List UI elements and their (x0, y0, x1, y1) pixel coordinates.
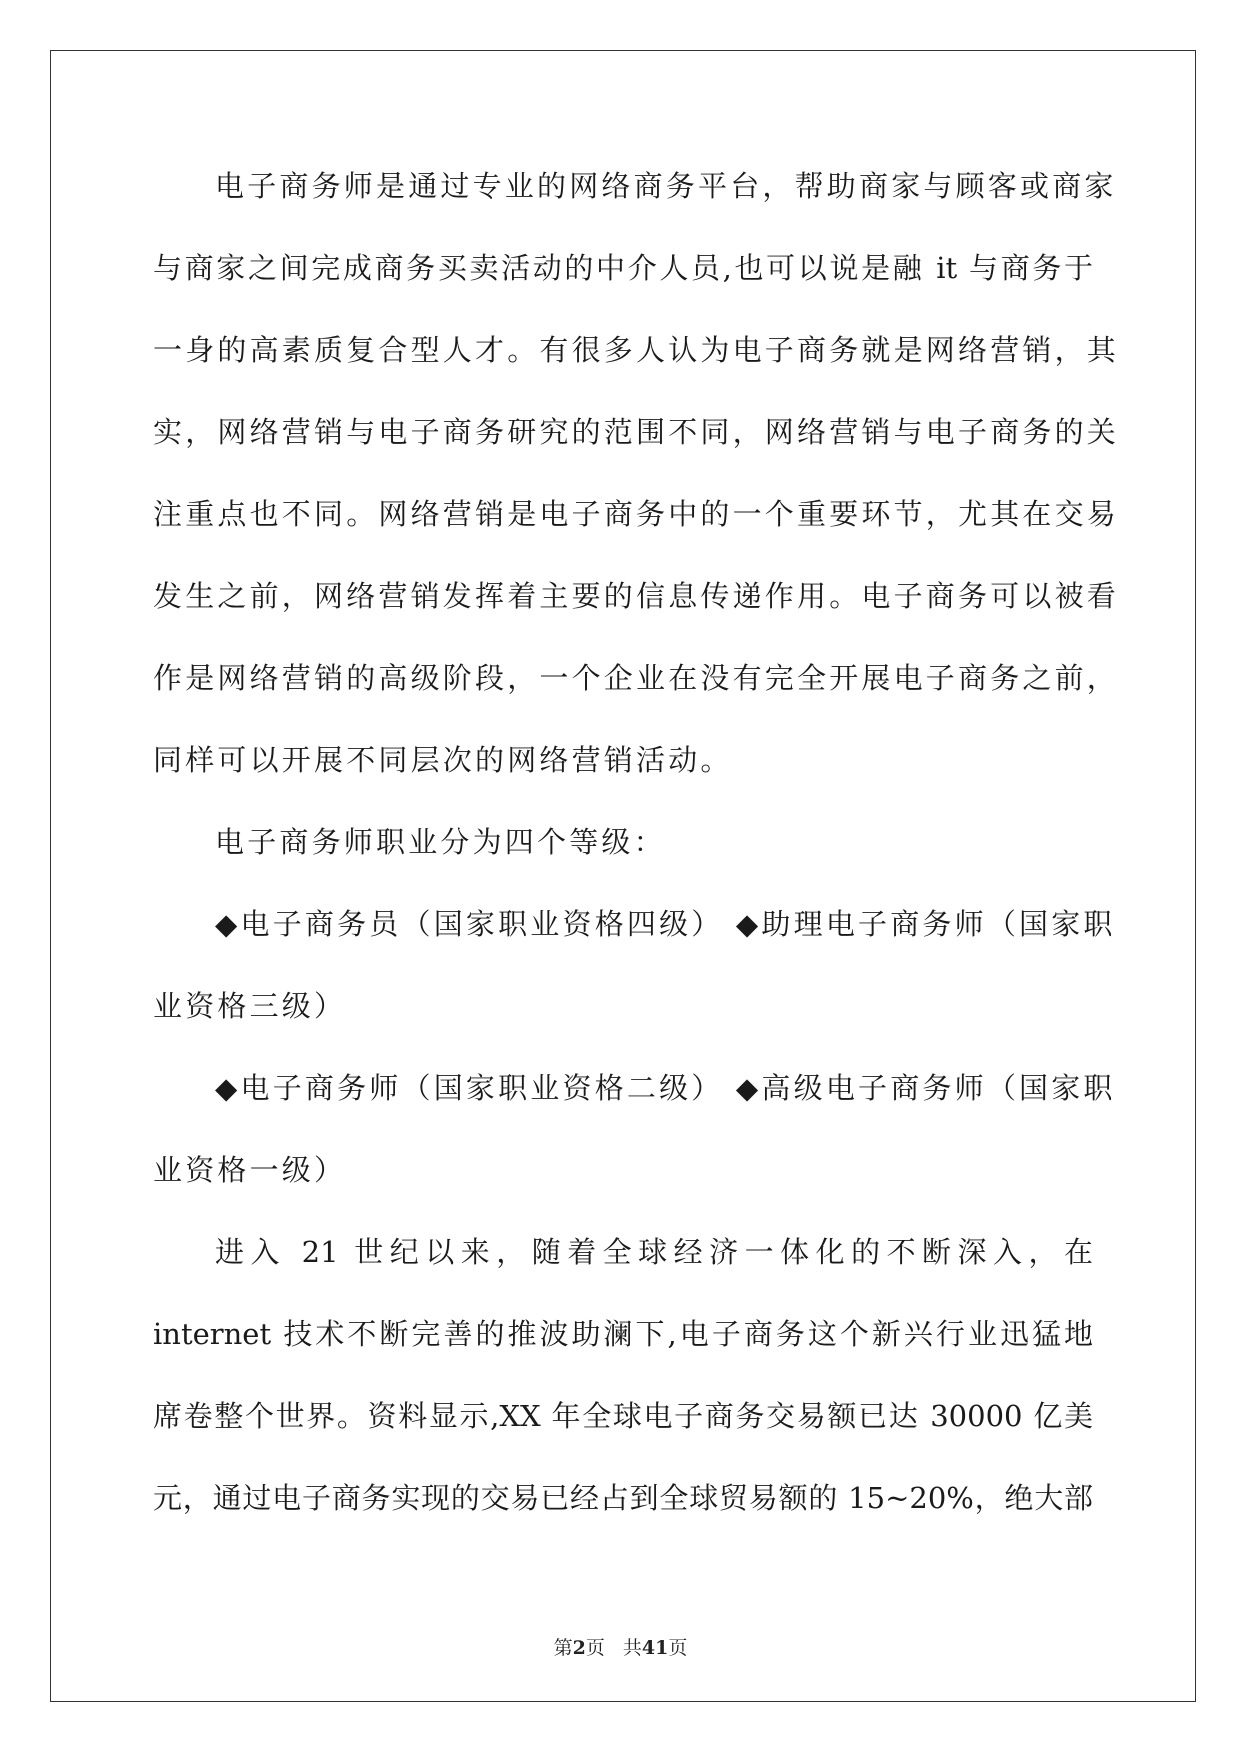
text-line: 业资格一级） (153, 1153, 347, 1187)
text-line: 实，网络营销与电子商务研究的范围不同，网络营销与电子商务的关 (153, 415, 1120, 449)
text-line: 同样可以开展不同层次的网络营销活动。 (153, 743, 733, 777)
footer-page-suffix: 页 (585, 1637, 605, 1659)
text-line: 一身的高素质复合型人才。有很多人认为电子商务就是网络营销，其 (153, 333, 1120, 367)
text-line: 电子商务师职业分为四个等级： (215, 825, 666, 859)
text-line: 电子商务师是通过专业的网络商务平台，帮助商家与顾客或商家 (215, 169, 1117, 203)
text-line: 发生之前，网络营销发挥着主要的信息传递作用。电子商务可以被看 (153, 579, 1120, 613)
page-footer (0, 1636, 1241, 1660)
text-line: 席卷整个世界。资料显示,XX 年全球电子商务交易额已达 30000 亿美 (153, 1399, 1093, 1433)
text-line: 作是网络营销的高级阶段，一个企业在没有完全开展电子商务之前， (153, 661, 1120, 695)
document-body (153, 160, 1120, 1554)
text-line: 与商家之间完成商务买卖活动的中介人员,也可以说是融 it 与商务于 (153, 251, 1093, 285)
text-line: internet 技术不断完善的推波助澜下,电子商务这个新兴行业迅猛地 (153, 1317, 1093, 1351)
text-line: 业资格三级） (153, 989, 347, 1023)
text-line: 进入 21 世纪以来，随着全球经济一体化的不断深入，在 (215, 1235, 1093, 1269)
footer-page-prefix: 第 (553, 1637, 573, 1659)
footer-total-prefix: 共 (622, 1637, 642, 1659)
footer-total-suffix: 页 (668, 1637, 688, 1659)
text-line: 元，通过电子商务实现的交易已经占到全球贸易额的 15~20%，绝大部 (153, 1481, 1093, 1515)
text-line: ◆电子商务员（国家职业资格四级） ◆助理电子商务师（国家职 (215, 907, 1116, 941)
footer-page-number: 2 (572, 1637, 586, 1659)
text-line: ◆电子商务师（国家职业资格二级） ◆高级电子商务师（国家职 (215, 1071, 1116, 1105)
text-line: 注重点也不同。网络营销是电子商务中的一个重要环节，尤其在交易 (153, 497, 1120, 531)
footer-total-pages: 41 (641, 1637, 669, 1659)
